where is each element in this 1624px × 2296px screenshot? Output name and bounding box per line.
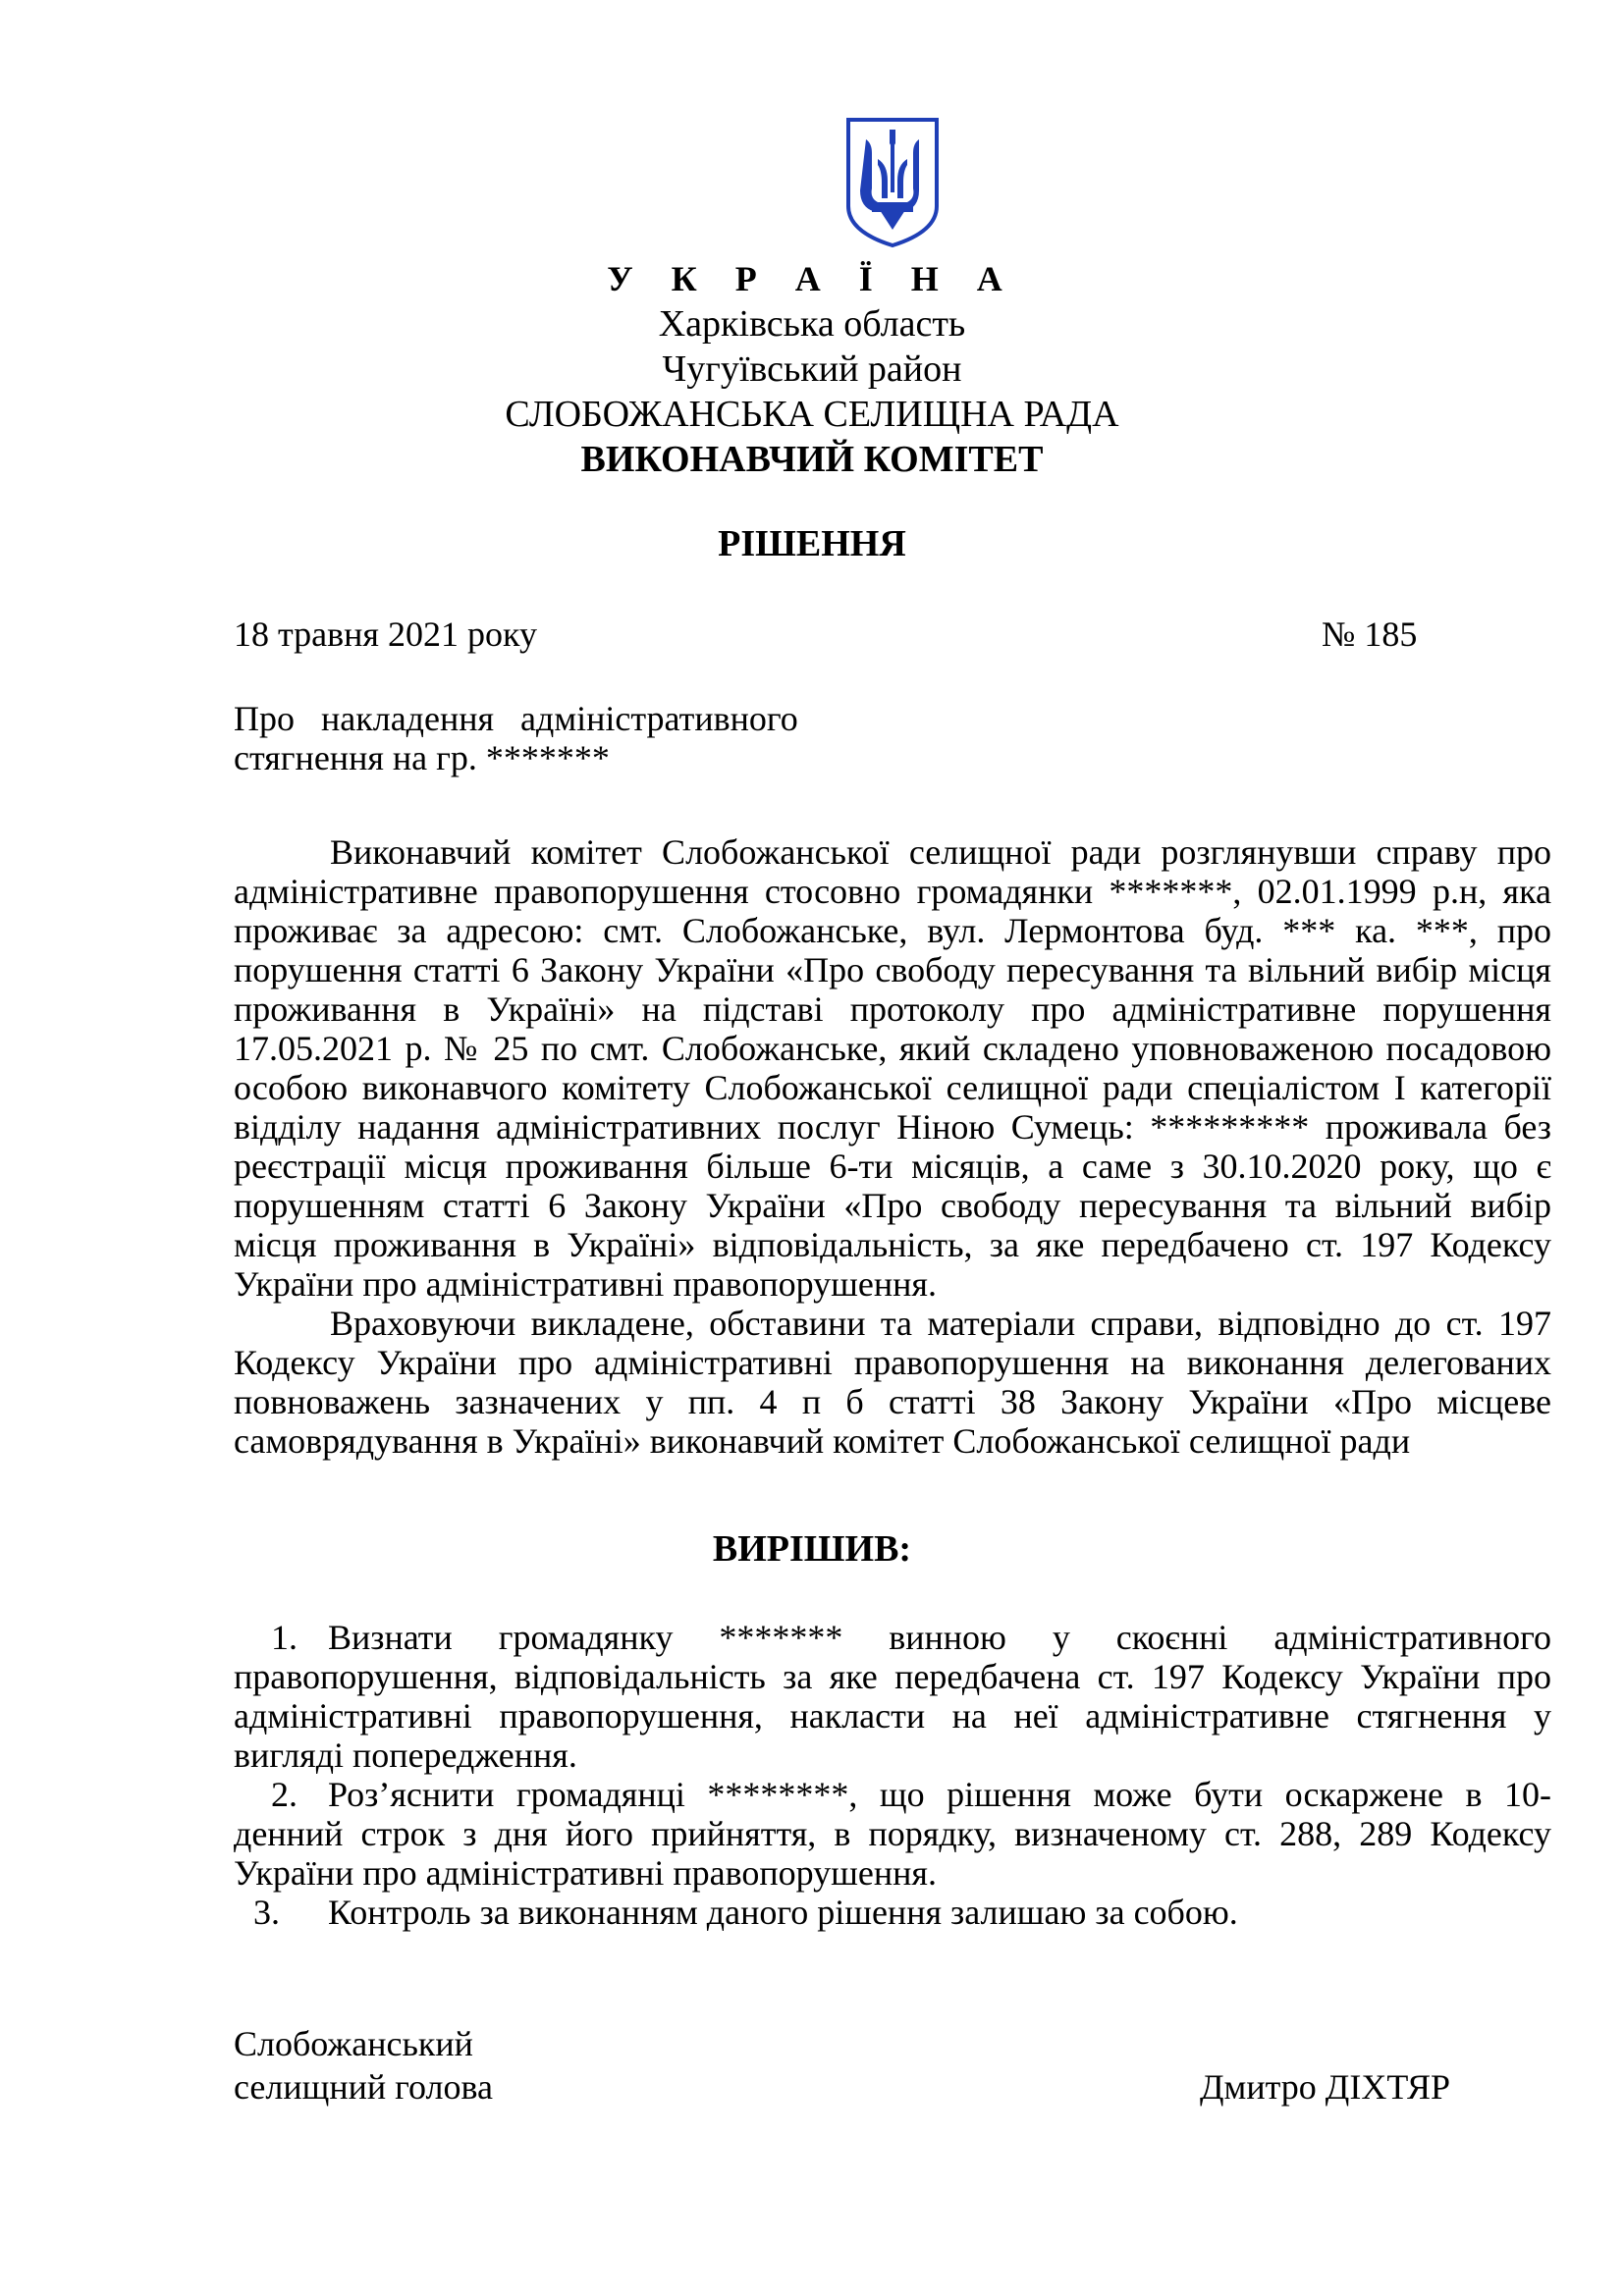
trident-emblem-icon [844, 116, 941, 249]
paragraph-line: місця проживання в Україні» відповідальність, за яке передбачено ст. 197 Кодексу [234, 1225, 1551, 1264]
subject-line: Про накладення адміністративного [234, 699, 798, 738]
signatory-title-line: селищний голова [234, 2067, 494, 2107]
item-line: вигляді попередження. [234, 1735, 577, 1775]
paragraph-line: проживає за адресою: смт. Слобожанське, вул. Лермонтова буд. *** ка. ***, про [234, 911, 1551, 950]
item-line: Контроль за виконанням даного рішення залишаю за собою. [328, 1893, 1238, 1932]
paragraph-line: проживання в Україні» на підставі протоколу про адміністративне порушення [234, 989, 1551, 1029]
document-subject [234, 699, 798, 777]
document-type-title: РІШЕННЯ [718, 523, 906, 564]
item-number: 3. [253, 1893, 280, 1932]
item-line: України про адміністративні правопорушення. [234, 1853, 937, 1893]
signatory-title-line: Слобожанський [234, 2024, 473, 2063]
paragraph-line: повноважень зазначених у пп. 4 п б статті 38 Закону України «Про місцеве [234, 1382, 1551, 1421]
decided-heading: ВИРІШИВ: [712, 1528, 912, 1570]
item-line: адміністративні правопорушення, накласти на неї адміністративне стягнення у [234, 1696, 1551, 1735]
document-date: 18 травня 2021 року [234, 614, 537, 654]
signatory-name: Дмитро ДІХТЯР [1200, 2067, 1450, 2107]
paragraph-line: відділу надання адміністративних послуг Ніною Сумець: ********* проживала без [234, 1107, 1551, 1147]
country-heading: У К Р А Ї Н А [607, 259, 1017, 298]
item-line: Роз’яснити громадянці ********, що рішення може бути оскаржене в 10- [328, 1775, 1551, 1814]
paragraph-line: реєстрації місця проживання більше 6-ти місяців, а саме з 30.10.2020 року, що є [234, 1147, 1551, 1186]
paragraph-line: Враховуючи викладене, обставини та матеріали справи, відповідно до ст. 197 [330, 1304, 1551, 1343]
paragraph-line: адміністративне правопорушення стосовно громадянки *******, 02.01.1999 р.н, яка [234, 872, 1551, 911]
paragraph-line: особою виконавчого комітету Слобожанської селищної ради спеціалістом I категорії [234, 1068, 1551, 1107]
paragraph-line: Кодексу України про адміністративні правопорушення на виконання делегованих [234, 1343, 1551, 1382]
document-number: № 185 [1322, 614, 1418, 654]
item-line: денний строк з дня його прийняття, в порядку, визначеному ст. 288, 289 Кодексу [234, 1814, 1551, 1853]
paragraph-line: порушенням статті 6 Закону України «Про свободу пересування та вільний вибір [234, 1186, 1551, 1225]
item-number: 2. [271, 1775, 298, 1814]
signatory-title [234, 2022, 493, 2109]
district-line: Чугуївський район [662, 348, 962, 390]
paragraph-line: Виконавчий комітет Слобожанської селищної ради розглянувши справу про [330, 832, 1551, 872]
item-number: 1. [271, 1618, 298, 1657]
paragraph-line: порушення статті 6 Закону України «Про свободу пересування та вільний вибір місця [234, 950, 1551, 989]
committee-line: ВИКОНАВЧИЙ КОМІТЕТ [580, 439, 1044, 480]
subject-line: стягнення на гр. ******* [234, 738, 610, 777]
oblast-line: Харківська область [658, 303, 966, 345]
paragraph-line: самоврядування в Україні» виконавчий комітет Слобожанської селищної ради [234, 1421, 1411, 1461]
item-line: Визнати громадянку ******* винною у скоєнні адміністративного [328, 1618, 1551, 1657]
paragraph-line: України про адміністративні правопорушення. [234, 1264, 937, 1304]
paragraph-line: 17.05.2021 р. № 25 по смт. Слобожанське, який складено уповноваженою посадовою [234, 1029, 1551, 1068]
item-line: правопорушення, відповідальність за яке передбачена ст. 197 Кодексу України про [234, 1657, 1551, 1696]
council-line: СЛОБОЖАНСЬКА СЕЛИЩНА РАДА [505, 394, 1119, 435]
